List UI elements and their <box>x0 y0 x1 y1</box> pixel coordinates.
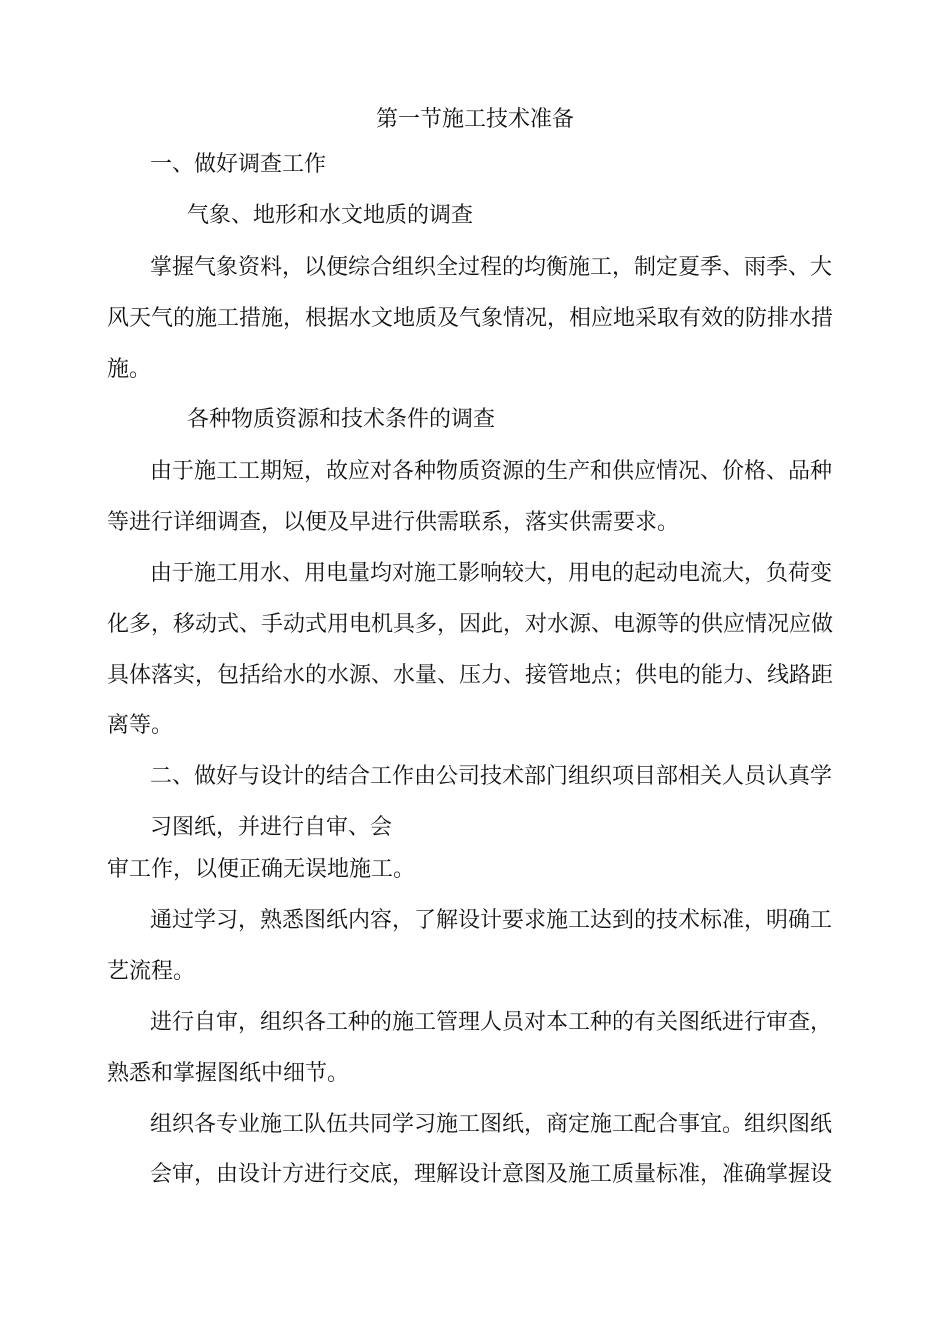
paragraph-line: 熟悉和掌握图纸中细节。 <box>107 1061 350 1086</box>
paragraph-line: 由于施工用水、用电量均对施工影响较大，用电的起动电流大，负荷变 <box>150 561 833 586</box>
paragraph-line: 掌握气象资料，以便综合组织全过程的均衡施工，制定夏季、雨季、大 <box>150 255 833 280</box>
paragraph-line: 进行自审，组织各工种的施工管理人员对本工种的有关图纸进行审查， <box>150 1010 833 1035</box>
subsection-heading: 各种物质资源和技术条件的调查 <box>187 407 496 432</box>
paragraph-line: 通过学习，熟悉图纸内容，了解设计要求施工达到的技术标准，明确工 <box>150 908 833 933</box>
paragraph-line: 化多，移动式、手动式用电机具多，因此，对水源、电源等的供应情况应做 <box>107 612 834 637</box>
section-heading: 一、做好调查工作 <box>150 152 327 177</box>
paragraph-line: 风天气的施工措施，根据水文地质及气象情况，相应地采取有效的防排水措 <box>107 306 834 331</box>
paragraph-line: 等进行详细调查，以便及早进行供需联系，落实供需要求。 <box>107 510 680 535</box>
paragraph-line: 由于施工工期短，故应对各种物质资源的生产和供应情况、价格、品种 <box>150 459 833 484</box>
paragraph-line: 会审，由设计方进行交底，理解设计意图及施工质量标准，准确掌握设 <box>150 1162 833 1187</box>
page-title: 第一节施工技术准备 <box>375 107 574 132</box>
paragraph-line: 离等。 <box>107 713 174 738</box>
subsection-heading: 气象、地形和水文地质的调查 <box>187 203 474 228</box>
paragraph-line: 审工作，以便正确无误地施工。 <box>107 857 416 882</box>
section-heading: 二、做好与设计的结合工作由公司技术部门组织项目部相关人员认真学 <box>150 764 833 789</box>
paragraph-line: 施。 <box>107 357 152 382</box>
paragraph-line: 具体落实，包括给水的水源、水量、压力、接管地点；供电的能力、线路距 <box>107 663 834 688</box>
paragraph-line: 组织各专业施工队伍共同学习施工图纸，商定施工配合事宜。组织图纸 <box>150 1112 833 1137</box>
paragraph-line: 习图纸，并进行自审、会 <box>150 815 393 840</box>
paragraph-line: 艺流程。 <box>107 959 196 984</box>
